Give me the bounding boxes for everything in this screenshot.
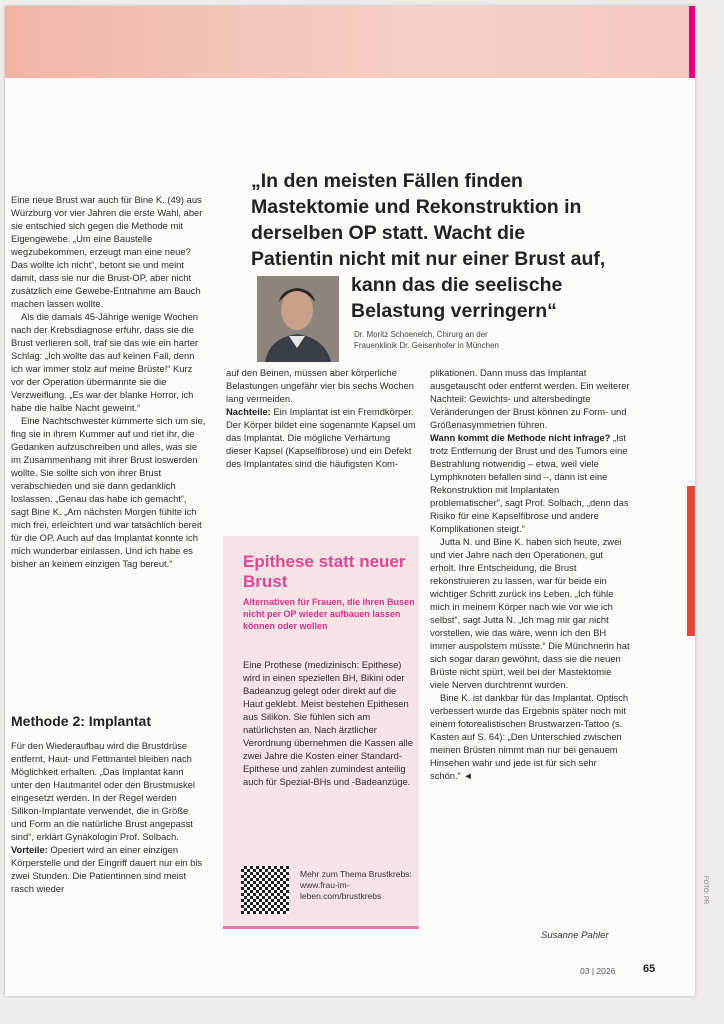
paragraph: Eine Nachtschwester kümmerte sich um sie, fing sie in ihrem Kummer auf und riet ihr, die Gedanken aufzuschreiben und alles, was sie im Zusammenhang mit ihrer Brust loswerden wollte. Sie sollte sich von ihrer Brust verabschieden und sie dann gedanklich loslassen. „Genau das habe ich gemacht“, sagt Bine K. „Am nächsten Morgen fühlte ich mich frei, erleichtert und war tatsächlich bereit für die OP. Auch auf das Implantat konnte ich mich wunderbar einlassen. Und ich habe es bisher an keinem einzigen Tag bereut.“ [11,415,206,569]
paragraph: Eine neue Brust war auch für Bine K. (49) aus Würzburg vor vier Jahren die erste Wahl, aber sie entschied sich gegen die Methode mit Eigengewebe. „Um eine Baustelle wegzubekommen, erzeugt man eine neue? Das wollte ich nicht“, betont sie und meint damit, dass sie nur die Brust-OP, aber nicht zusätzlich eine Gewebe-Entnahme am Bauch machen lassen wollte. [11,194,203,309]
column-2 [226,366,416,470]
text-vorteile: Operiert wird an einer einzigen Körperstelle und der Eingriff dauert nur ein bis zwei Stunden. Die Patientinnen sind meist rasch wieder [11,844,203,894]
text-nachteile: Ein Implantat ist ein Fremdkörper. Der Körper bildet eine sogenannte Kapsel um das Implantat. Die mögliche Verhärtung dieser Kapsel (Kapselfibrose) und ein Defekt des Implantates sind die häufigsten Kom- [226,406,416,469]
label-vorteile: Vorteile: [11,844,48,855]
info-box-title: Epithese statt neuer Brust [243,552,406,591]
doctor-portrait [257,276,339,362]
caption-line: Frauenklinik Dr. Geisenhofer in München [354,341,499,350]
paragraph [226,405,416,470]
quote-attribution [354,329,654,351]
paragraph [11,843,206,895]
info-box-subtitle: Alternativen für Frauen, die ihren Busen nicht per OP wieder aufbauen lassen können oder wollen [243,597,415,631]
label-nachteile: Nachteile: [226,406,271,417]
info-box-body: Eine Prothese (medizinisch: Epithese) wird in einen speziellen BH, Bikini oder Badeanzug gelegt oder direkt auf die Haut geklebt. Meist bestehen Epithesen aus Silikon. Sie fühlen sich am natürlichsten an. Nach ärztlicher Verordnung übernehmen die Kassen alle zwei Jahre die Kosten einer Standard-Epithese und zahlen zumindest anteilig auch für Spezial-BHs und -Badeanzüge. [243,659,413,787]
pull-quote-line: Patientin nicht mit nur einer Brust auf, [251,248,606,270]
page-number: 65 [643,963,656,975]
next-page-edge [687,486,695,636]
column-3 [430,366,630,782]
magenta-edge-marker [689,6,695,78]
author-name: Susanne Pahler [541,930,609,941]
more-info-text [300,869,420,902]
pull-quote-line: kann das die seelische [351,274,563,296]
paragraph: Jutta N. und Bine K. haben sich heute, zwei und vier Jahre nach den Operationen, gut erholt. Ihre Entscheidung, die Brust rekonstruieren zu lassen, war für beide ein wichtiger Schritt zurück ins Leben. „Ich fühle mich in meinem Körper nach wie vor wie ich selbst“, sagt Jutta N. „Ich mag mir gar nicht vorstellen, wie das wäre, wenn ich den BH immer auspolstern müsste.“ Die Münchnerin hat sich sogar daran gewöhnt, dass sie die neuen Brüste nicht spürt, weil bei der Mastektomie viele Nerven durchtrennt wurden. [430,536,630,690]
pull-quote-line: Mastektomie und Rekonstruktion in [251,196,582,218]
pull-quote-line: derselben OP statt. Wacht die [251,222,526,244]
magazine-page [5,6,708,996]
paragraph: Als die damals 45-Jährige wenige Wochen nach der Krebsdiagnose erfuhr, dass sie die Brust verlieren soll, traf sie das wie ein harter Schlag: „Ich wollte das auf keinen Fall, denn ich war immer stolz auf meine Brüste!“ Kurz vor der Operation übermannte sie die Verzweiflung. „Es war der blanke Horror, ich habe die halbe Nacht geweint.“ [11,311,199,413]
section-heading: Methode 2: Implantat [11,713,152,729]
paragraph: Für den Wiederaufbau wird die Brustdrüse entfernt, Haut- und Fettmantel bleiben nach Möglichkeit erhalten. „Das Implantat kann unter den Hautmantel oder den Brustmuskel eingesetzt werden. In der Regel werden Silikon-Implantate verwendet, die in Größe und Form an die natürliche Brust angepasst sind“, erklärt Gynäkologin Prof. Solbach. [11,740,195,842]
paragraph: auf den Beinen, müssen aber körperliche Belastungen ungefähr vier bis sechs Wochen lang vermeiden. [226,367,414,404]
text-question: „Ist trotz Entfernung der Brust und des Tumors eine Bestrahlung notwendig – etwa, weil viele Lymphknoten befallen sind –, dann ist eine Rekonstruktion mit Implantaten problematischer“, sagt Prof. Solbach, „denn das Risiko für eine Kapselfibrose und andere Komplikationen steigt.“ [430,432,629,534]
column-1 [11,193,206,570]
label-question: Wann kommt die Methode nicht infrage? [430,432,611,443]
qr-code-icon[interactable] [241,866,289,914]
pull-quote-line: „In den meisten Fällen finden [251,170,523,192]
paragraph: Bine K. ist dankbar für das Implantat. Optisch verbessert wurde das Ergebnis später noch mit einem fotorealistischen Brustwarzen-Tattoo (s. Kasten auf S. 64): „Den Unterschied zwischen meinen Brüsten nimmt man nur bei genauem Hinsehen wahr und jede ist für sich sehr schön.“ ◄ [430,692,629,781]
top-photo-band [5,6,695,78]
info-box-rule [223,926,419,929]
paragraph: plikationen. Dann muss das Implantat ausgetauscht oder entfernt werden. Ein weiterer Nachteil: Gewichts- und altersbedingte Veränderungen der Brust können zu Form- und Größenasymmetrien führen. [430,367,630,430]
portrait-illustration [257,276,339,362]
column-1-lower [11,739,206,895]
issue-folio: 03 | 2026 [580,966,616,976]
more-label: Mehr zum Thema Brustkrebs: [300,869,412,879]
paragraph [430,431,630,535]
pull-quote-line: Belastung verringern“ [351,300,557,322]
more-link[interactable]: www.frau-im-leben.com/brustkrebs [300,880,382,901]
photo-credit: FOTO: PR [702,876,708,905]
caption-line: Dr. Moritz Schoeneich, Chirurg an der [354,330,488,339]
